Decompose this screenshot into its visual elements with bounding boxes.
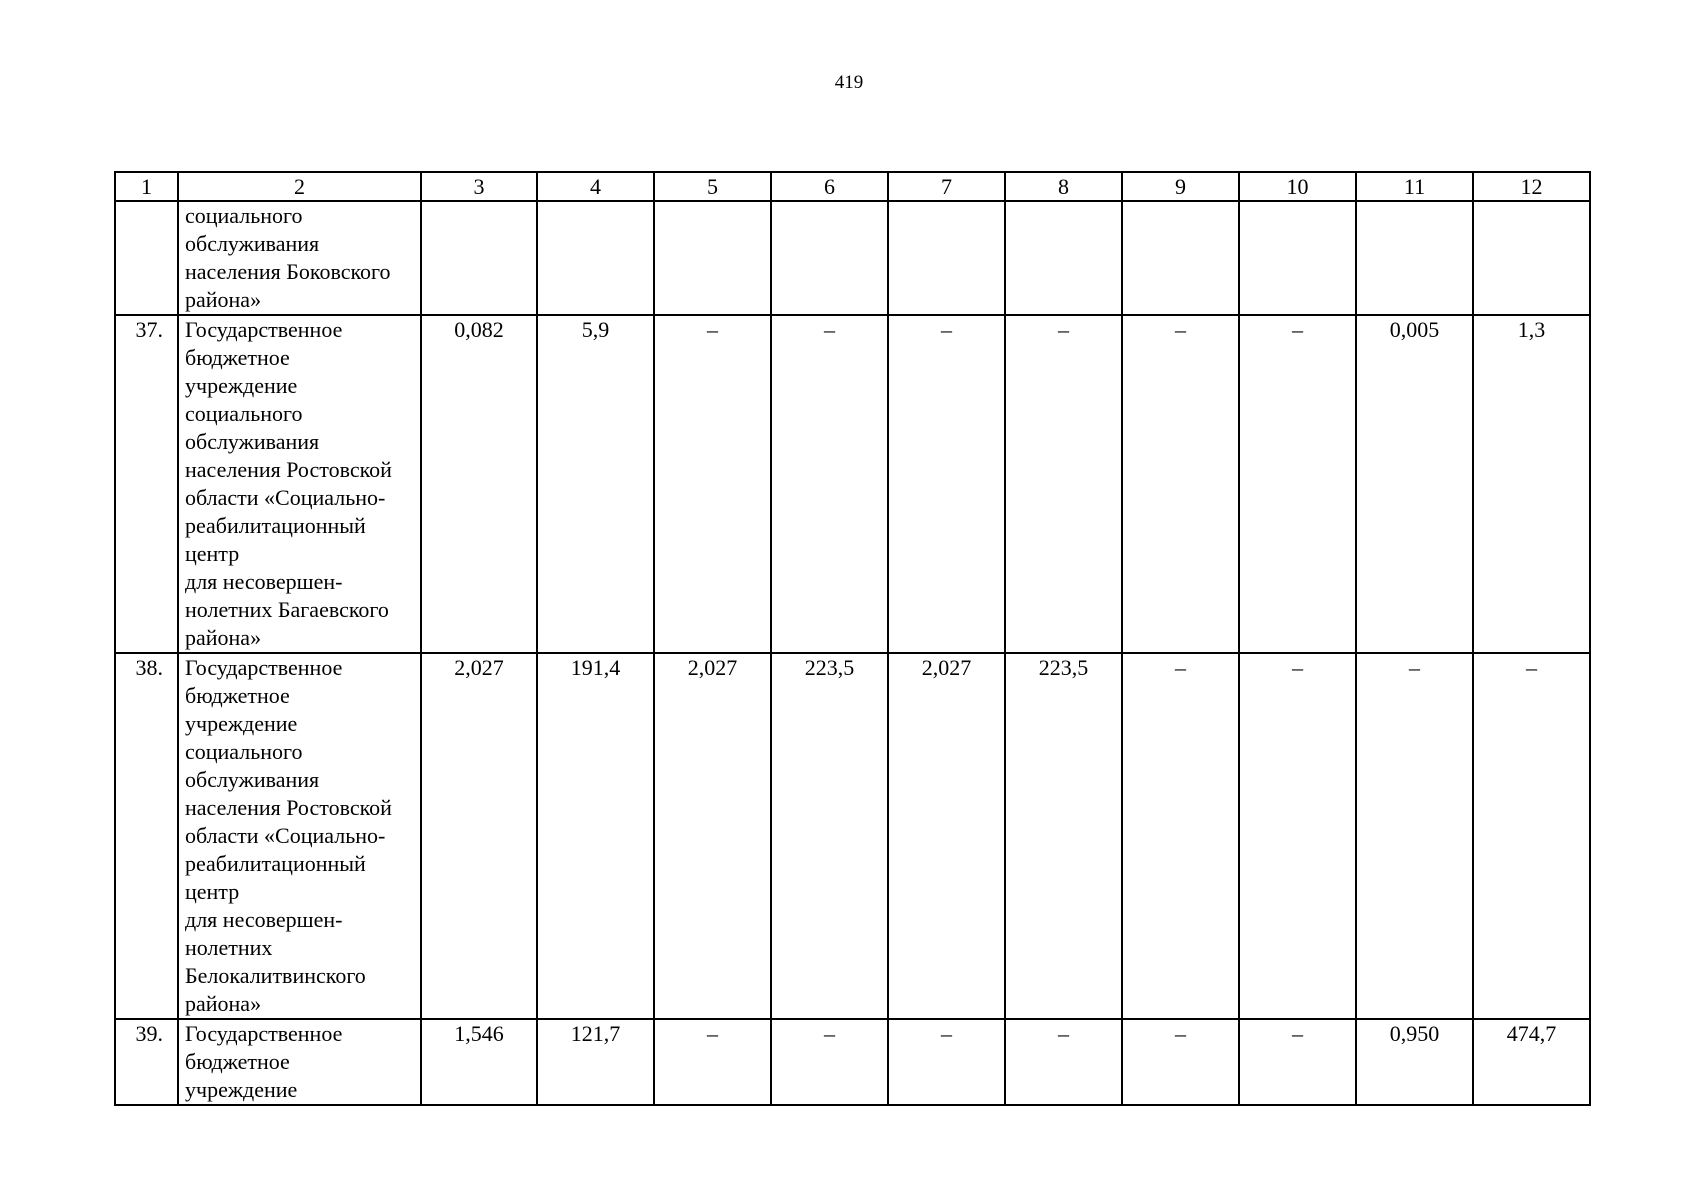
table-row (115, 201, 1590, 315)
institution-name: Государственное бюджетное учреждение социального обслуживания населения Ростовской области «Социально- реабилитационный центр для несовершен- нолетних Багаевского района» (178, 315, 421, 653)
table-cell: 474,7 (1473, 1019, 1590, 1105)
table-cell: – (771, 1019, 888, 1105)
column-header: 5 (654, 172, 771, 201)
table-cell: 2,027 (654, 653, 771, 1019)
institution-name: Государственное бюджетное учреждение (178, 1019, 421, 1105)
column-header: 10 (1239, 172, 1356, 201)
table-cell: 2,027 (888, 653, 1005, 1019)
table-cell: – (1122, 315, 1239, 653)
table-row (115, 315, 1590, 653)
page-number: 419 (834, 72, 864, 93)
table-cell (1473, 201, 1590, 315)
table-cell: 5,9 (537, 315, 654, 653)
institution-name: Государственное бюджетное учреждение социального обслуживания населения Ростовской области «Социально- реабилитационный центр для несовершен- нолетних Белокалитвинского района» (178, 653, 421, 1019)
table-cell: 1,3 (1473, 315, 1590, 653)
column-header: 4 (537, 172, 654, 201)
table-cell: 223,5 (1005, 653, 1122, 1019)
table-cell: – (654, 315, 771, 653)
table-row (115, 1019, 1590, 1105)
table-cell: – (1005, 1019, 1122, 1105)
table-cell: – (888, 315, 1005, 653)
table-cell (537, 201, 654, 315)
table-cell: – (1239, 653, 1356, 1019)
table-row (115, 653, 1590, 1019)
table-cell: 2,027 (421, 653, 537, 1019)
row-number: 38. (115, 653, 178, 1019)
table-cell (1356, 201, 1473, 315)
table-cell: – (888, 1019, 1005, 1105)
table-cell: – (1239, 315, 1356, 653)
table-cell: – (1005, 315, 1122, 653)
table-cell: 0,950 (1356, 1019, 1473, 1105)
column-header: 9 (1122, 172, 1239, 201)
column-header: 11 (1356, 172, 1473, 201)
column-header: 6 (771, 172, 888, 201)
table-cell (421, 201, 537, 315)
table-cell (1239, 201, 1356, 315)
table-cell: – (1473, 653, 1590, 1019)
column-header: 3 (421, 172, 537, 201)
table-cell: – (1356, 653, 1473, 1019)
table-cell (1005, 201, 1122, 315)
column-header: 12 (1473, 172, 1590, 201)
row-number: 39. (115, 1019, 178, 1105)
institution-name: социального обслуживания населения Боковского района» (178, 201, 421, 315)
column-header: 7 (888, 172, 1005, 201)
table-cell (888, 201, 1005, 315)
table-cell (771, 201, 888, 315)
table-cell: 0,005 (1356, 315, 1473, 653)
table-cell (1122, 201, 1239, 315)
row-number: 37. (115, 315, 178, 653)
table-cell: – (771, 315, 888, 653)
column-header: 8 (1005, 172, 1122, 201)
column-header: 2 (178, 172, 421, 201)
column-header: 1 (115, 172, 178, 201)
table-cell (654, 201, 771, 315)
table-cell: 0,082 (421, 315, 537, 653)
table-cell: 191,4 (537, 653, 654, 1019)
table-cell: – (1122, 653, 1239, 1019)
table-cell: 1,546 (421, 1019, 537, 1105)
table-cell: 121,7 (537, 1019, 654, 1105)
table-cell: – (1239, 1019, 1356, 1105)
row-number (115, 201, 178, 315)
table-cell: – (654, 1019, 771, 1105)
data-table (114, 171, 1591, 1106)
table-cell: 223,5 (771, 653, 888, 1019)
table-cell: – (1122, 1019, 1239, 1105)
table-header-row (115, 172, 1590, 201)
